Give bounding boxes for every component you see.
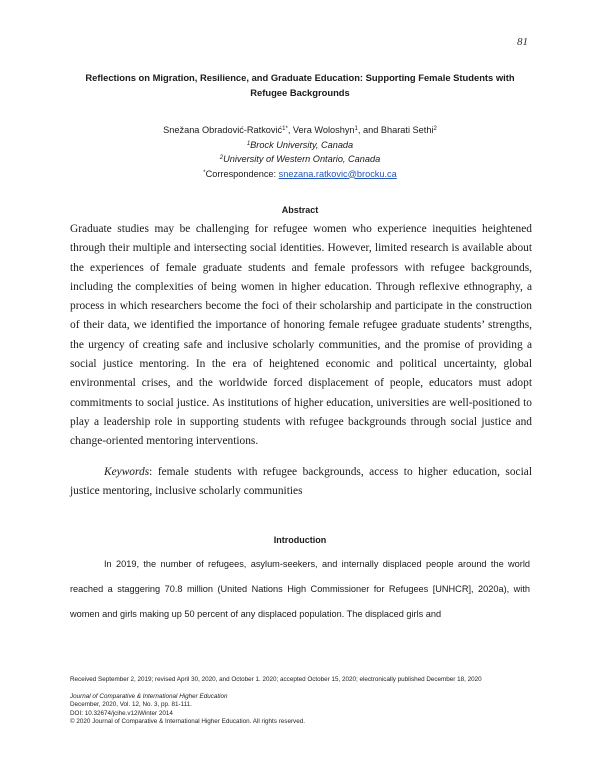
affiliation-1 <box>90 138 510 153</box>
author-name: Snežana Obradović-Ratković <box>163 125 283 135</box>
correspondence-line <box>90 167 510 182</box>
journal-name: Journal of Comparative & International Higher Education <box>70 692 228 700</box>
abstract-text: Graduate studies may be challenging for refugee women who experience inequities heightened through their multiple and intersecting social identities. However, limited research is available about the experiences of female graduate students and female professors with refugee backgrounds, including the complexities of being women in higher education. Through reflexive ethnography, a process in which researchers become the foci of their scholarship and participate in the construction of their data, we identified the importance of honoring female refugee graduate students’ strengths, the urgency of creating safe and inclusive scholarly communities, and the promise of providing a social justice mentoring. In the era of heightened economic and political uncertainty, global environmental crises, and the worldwide forced displacement of people, educators must adopt commitments to social justice. As institutions of higher education, universities are well-positioned to play a leadership role in supporting students with refugee backgrounds through social justice and change-oriented mentoring interventions. <box>70 223 532 448</box>
keywords-text: female students with refugee backgrounds, access to higher education, social justice mentoring, inclusive scholarly communities <box>70 466 533 498</box>
correspondence-superscript: * <box>203 169 206 176</box>
author-superscript: 1 <box>354 126 358 132</box>
correspondence-label: Correspondence: <box>205 168 279 179</box>
page-number: 81 <box>517 36 528 48</box>
affiliation-text: Brock University, Canada <box>250 139 354 150</box>
page-footer <box>70 676 540 727</box>
author-name: Bharati Sethi <box>380 125 434 135</box>
author-name: Vera Woloshyn <box>292 125 355 135</box>
author-block <box>90 123 510 181</box>
correspondence-email-link[interactable]: snezana.ratkovic@brocku.ca <box>278 168 397 179</box>
author-superscript: 1* <box>282 126 288 132</box>
affiliation-2 <box>90 152 510 167</box>
affiliation-superscript: 1 <box>246 140 251 147</box>
introduction-text: In 2019, the number of refugees, asylum-seekers, and internally displaced people around the world reached a staggering 70.8 million (United Nations High Commissioner for Refugees [UNHCR], 2020a), with women and girls making up 50 percent of any displaced population. The displaced girls and <box>70 559 530 619</box>
keywords-colon: : <box>149 466 158 478</box>
received-dates: Received September 2, 2019; revised April 30, 2020, and October 1. 2020; accepted October 15, 2020; electronically published December 18, 2020 <box>70 676 482 683</box>
paper-title: Reflections on Migration, Resilience, and Graduate Education: Supporting Female Students with Refugee Backgrounds <box>85 72 515 98</box>
author-separator: , and <box>357 125 381 135</box>
introduction-heading: Introduction <box>273 535 327 545</box>
author-line <box>90 123 510 138</box>
journal-issue: December, 2020, Vol. 12, No. 3, pp. 81-111. <box>70 701 192 709</box>
affiliation-text: University of Western Ontario, Canada <box>223 154 381 164</box>
affiliation-superscript: 2 <box>219 155 224 161</box>
copyright: © 2020 Journal of Comparative & International Higher Education. All rights reserved. <box>70 718 305 726</box>
doi: DOI: 10.32674/jcihe.v12iWinter 2014 <box>70 709 173 717</box>
author-superscript: 2 <box>433 126 437 132</box>
keywords-paragraph <box>70 463 532 502</box>
abstract-heading: Abstract <box>281 205 319 215</box>
author-separator: , <box>287 125 293 135</box>
keywords-label: Keywords <box>104 466 150 478</box>
